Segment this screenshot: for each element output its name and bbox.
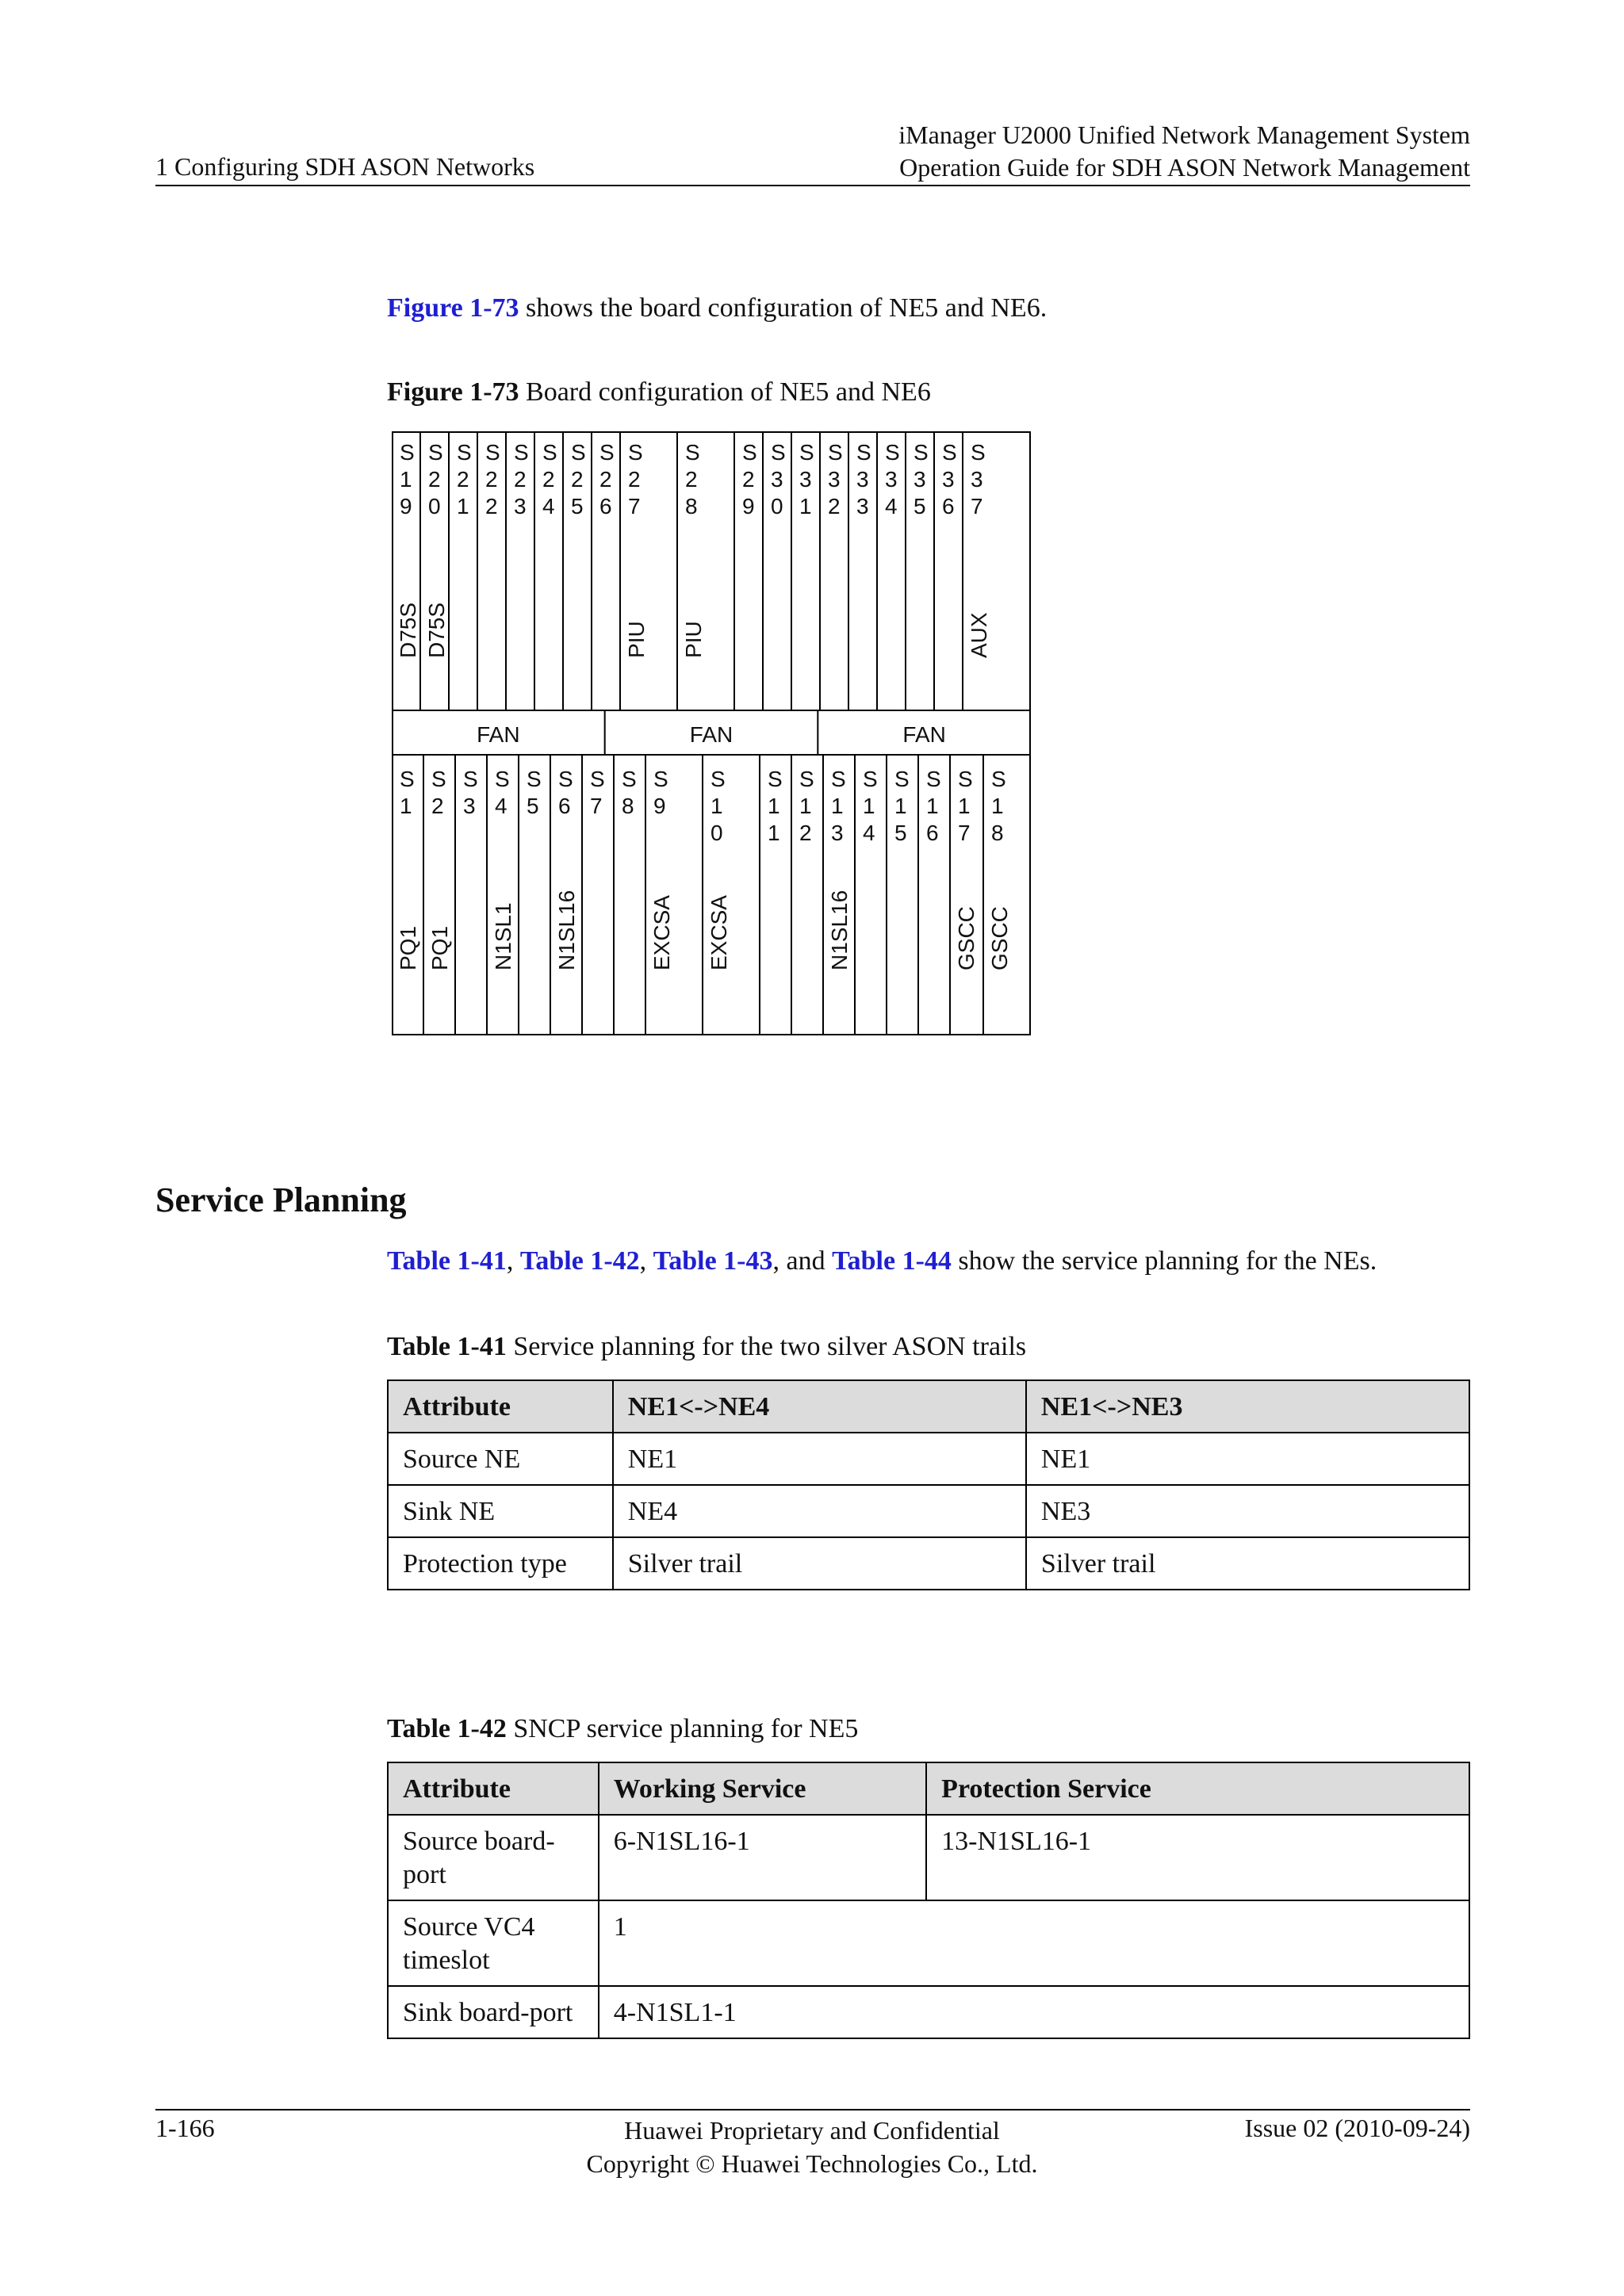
- table-41: [387, 1380, 1470, 1590]
- slot-number-char: 3: [799, 467, 812, 492]
- slot-number-char: 6: [926, 821, 939, 845]
- header-rule: [155, 185, 1470, 186]
- header-chapter: 1 Configuring SDH ASON Networks: [155, 152, 535, 181]
- slot-number-char: 3: [856, 467, 869, 492]
- slot-number-char: S: [863, 767, 878, 791]
- slot-number-char: 4: [863, 821, 875, 845]
- figure-caption-text: Board configuration of NE5 and NE6: [519, 377, 931, 407]
- table-cell: 4-N1SL1-1: [599, 1986, 1469, 2038]
- fan-label: FAN: [689, 722, 733, 747]
- board-name-label: AUX: [967, 612, 991, 658]
- slot-number-char: 6: [599, 494, 612, 519]
- sep-3: , and: [772, 1246, 833, 1276]
- slot-number-char: S: [527, 767, 542, 791]
- slot-number-char: S: [799, 767, 814, 791]
- slot-number-char: S: [991, 767, 1006, 791]
- slot-number-char: S: [885, 440, 900, 465]
- slot-number-char: S: [463, 767, 478, 791]
- slot-number-char: 1: [958, 794, 971, 818]
- table-cell: NE1: [1026, 1433, 1469, 1485]
- table-cell: NE1: [613, 1433, 1026, 1485]
- slot-number-char: S: [599, 440, 615, 465]
- board-name-label: EXCSA: [707, 895, 731, 970]
- board-name-label: EXCSA: [649, 895, 674, 970]
- figure-caption-label: Figure 1-73: [387, 377, 519, 407]
- table-41-link[interactable]: Table 1-41: [387, 1246, 507, 1276]
- slot-number-char: S: [558, 767, 573, 791]
- header-product: iManager U2000 Unified Network Management System: [898, 121, 1470, 149]
- slot-number-char: S: [958, 767, 973, 791]
- slot-number-char: 0: [771, 494, 783, 519]
- board-diagram: [392, 431, 1031, 1037]
- slot-number-char: 1: [799, 794, 812, 818]
- tables-intro-tail: show the service planning for the NEs.: [951, 1246, 1377, 1276]
- board-name-label: N1SL1: [491, 902, 515, 970]
- slot-number-char: 2: [514, 467, 527, 492]
- slot-number-char: 5: [914, 494, 926, 519]
- table-row: [388, 1485, 1469, 1537]
- table-header-cell: Attribute: [388, 1380, 613, 1433]
- table-row: [388, 1900, 1469, 1986]
- board-name-label: D75S: [424, 602, 449, 658]
- table-42-caption: [387, 1714, 858, 1744]
- slot-number-char: 1: [799, 494, 812, 519]
- slot-number-char: 0: [428, 494, 441, 519]
- slot-number-char: S: [495, 767, 510, 791]
- slot-number-char: 2: [542, 467, 555, 492]
- table-cell: 1: [599, 1900, 1469, 1986]
- board-name-label: N1SL16: [554, 890, 579, 970]
- slot-number-char: 4: [885, 494, 898, 519]
- header-guide: Operation Guide for SDH ASON Network Management: [899, 153, 1470, 182]
- slot-number-char: S: [799, 440, 814, 465]
- slot-number-char: S: [485, 440, 500, 465]
- slot-number-char: 1: [400, 467, 412, 492]
- board-name-label: PIU: [681, 621, 706, 658]
- slot-number-char: 8: [991, 821, 1004, 845]
- slot-number-char: 1: [926, 794, 939, 818]
- board-name-label: PIU: [624, 621, 649, 658]
- footer-confidential: Huawei Proprietary and Confidential: [624, 2116, 1000, 2145]
- slot-number-char: S: [971, 440, 986, 465]
- slot-number-char: S: [428, 440, 443, 465]
- slot-number-char: 2: [485, 467, 498, 492]
- table-cell: NE4: [613, 1485, 1026, 1537]
- section-title: Service Planning: [155, 1181, 407, 1219]
- fan-label: FAN: [902, 722, 946, 747]
- board-name-label: GSCC: [954, 906, 979, 970]
- slot-number-char: S: [571, 440, 586, 465]
- sep-2: ,: [639, 1246, 653, 1276]
- slot-number-char: 3: [914, 467, 926, 492]
- slot-number-char: 7: [971, 494, 983, 519]
- slot-number-char: 2: [799, 821, 812, 845]
- slot-number-char: 1: [991, 794, 1004, 818]
- slot-number-char: S: [742, 440, 757, 465]
- tables-intro: [387, 1246, 1377, 1276]
- table-41-caption-text: Service planning for the two silver ASON trails: [506, 1332, 1027, 1361]
- table-cell: Sink NE: [388, 1485, 613, 1537]
- slot-number-char: 2: [685, 467, 698, 492]
- slot-number-char: 1: [831, 794, 844, 818]
- table-row: [388, 1815, 1469, 1900]
- slot-number-char: 2: [628, 467, 641, 492]
- slot-number-char: 1: [400, 794, 412, 818]
- table-cell: Source NE: [388, 1433, 613, 1485]
- slot-number-char: S: [685, 440, 700, 465]
- slot-number-char: 6: [942, 494, 955, 519]
- slot-number-char: S: [431, 767, 446, 791]
- table-42-caption-text: SNCP service planning for NE5: [506, 1714, 859, 1743]
- slot-number-char: 7: [628, 494, 641, 519]
- slot-number-char: S: [400, 440, 415, 465]
- slot-number-char: 1: [894, 794, 907, 818]
- slot-number-char: S: [894, 767, 910, 791]
- board-name-label: D75S: [396, 602, 420, 658]
- slot-number-char: S: [856, 440, 871, 465]
- table-header-row: [388, 1380, 1469, 1433]
- table-cell: Source VC4 timeslot: [388, 1900, 599, 1986]
- slot-number-char: 2: [828, 494, 841, 519]
- slot-number-char: 4: [542, 494, 555, 519]
- slot-number-char: 2: [485, 494, 498, 519]
- table-cell: Sink board-port: [388, 1986, 599, 2038]
- slot-number-char: 3: [463, 794, 476, 818]
- slot-number-char: S: [457, 440, 472, 465]
- slot-number-char: 2: [457, 467, 469, 492]
- table-42: [387, 1762, 1470, 2039]
- slot-number-char: S: [514, 440, 529, 465]
- table-42-caption-label: Table 1-42: [387, 1714, 507, 1743]
- table-41-caption-label: Table 1-41: [387, 1332, 507, 1361]
- sep-1: ,: [506, 1246, 520, 1276]
- slot-number-char: S: [653, 767, 668, 791]
- slot-number-char: 2: [599, 467, 612, 492]
- page-number: 1-166: [155, 2114, 215, 2142]
- table-cell: NE3: [1026, 1485, 1469, 1537]
- slot-number-char: S: [942, 440, 957, 465]
- issue-date: Issue 02 (2010-09-24): [1244, 2114, 1470, 2142]
- table-header-row: [388, 1762, 1469, 1815]
- slot-number-char: 0: [710, 821, 723, 845]
- table-header-cell: NE1<->NE4: [613, 1380, 1026, 1433]
- slot-number-char: 2: [428, 467, 441, 492]
- table-41-caption: [387, 1332, 1026, 1362]
- slot-number-char: 8: [622, 794, 634, 818]
- slot-number-char: 1: [457, 494, 469, 519]
- table-row: [388, 1433, 1469, 1485]
- table-43-link[interactable]: Table 1-43: [653, 1246, 773, 1276]
- slot-number-char: 3: [856, 494, 869, 519]
- board-name-label: GSCC: [987, 906, 1012, 970]
- slot-number-char: 3: [831, 821, 844, 845]
- table-cell: Silver trail: [1026, 1537, 1469, 1590]
- slot-number-char: 1: [768, 821, 780, 845]
- slot-number-char: 1: [768, 794, 780, 818]
- table-44-link[interactable]: Table 1-44: [832, 1246, 952, 1276]
- board-name-label: PQ1: [396, 925, 420, 970]
- slot-number-char: 3: [942, 467, 955, 492]
- figure-link[interactable]: Figure 1-73: [387, 293, 519, 323]
- slot-number-char: 3: [828, 467, 841, 492]
- table-header-cell: Protection Service: [926, 1762, 1469, 1815]
- figure-intro: [387, 293, 1047, 323]
- slot-number-char: 1: [863, 794, 875, 818]
- slot-number-char: S: [542, 440, 557, 465]
- slot-number-char: S: [400, 767, 415, 791]
- table-header-cell: NE1<->NE3: [1026, 1380, 1469, 1433]
- slot-number-char: S: [831, 767, 846, 791]
- table-header-cell: Attribute: [388, 1762, 599, 1815]
- table-header-cell: Working Service: [599, 1762, 926, 1815]
- figure-intro-text: shows the board configuration of NE5 and NE6.: [519, 293, 1048, 323]
- slot-number-char: 2: [742, 467, 755, 492]
- slot-number-char: 9: [400, 494, 412, 519]
- header-title: [898, 119, 1470, 184]
- table-cell: Protection type: [388, 1537, 613, 1590]
- slot-number-char: 3: [514, 494, 527, 519]
- fan-label: FAN: [477, 722, 520, 747]
- slot-number-char: 6: [558, 794, 571, 818]
- slot-number-char: 3: [971, 467, 983, 492]
- slot-number-char: 3: [885, 467, 898, 492]
- table-42-link[interactable]: Table 1-42: [519, 1246, 640, 1276]
- slot-number-char: 1: [710, 794, 723, 818]
- footer-copyright: Copyright © Huawei Technologies Co., Ltd.: [586, 2149, 1038, 2178]
- slot-number-char: S: [771, 440, 786, 465]
- footer-rule: [155, 2109, 1470, 2110]
- table-cell: Silver trail: [613, 1537, 1026, 1590]
- slot-number-char: S: [768, 767, 783, 791]
- slot-number-char: 2: [571, 467, 584, 492]
- slot-number-char: S: [590, 767, 605, 791]
- board-name-label: N1SL16: [827, 890, 852, 970]
- slot-number-char: 5: [527, 794, 539, 818]
- table-row: [388, 1537, 1469, 1590]
- slot-number-char: 4: [495, 794, 508, 818]
- slot-number-char: 5: [571, 494, 584, 519]
- slot-number-char: S: [926, 767, 941, 791]
- board-svg: [392, 431, 1031, 1037]
- slot-number-char: 8: [685, 494, 698, 519]
- slot-number-char: S: [622, 767, 637, 791]
- slot-number-char: 3: [771, 467, 783, 492]
- slot-number-char: S: [628, 440, 643, 465]
- slot-number-char: 9: [742, 494, 755, 519]
- slot-number-char: 9: [653, 794, 666, 818]
- table-row: [388, 1986, 1469, 2038]
- slot-number-char: S: [828, 440, 843, 465]
- slot-number-char: 7: [590, 794, 603, 818]
- slot-number-char: S: [914, 440, 929, 465]
- table-cell: 6-N1SL16-1: [599, 1815, 926, 1900]
- slot-number-char: 5: [894, 821, 907, 845]
- table-cell: Source board-port: [388, 1815, 599, 1900]
- table-cell: 13-N1SL16-1: [926, 1815, 1469, 1900]
- slot-number-char: S: [710, 767, 726, 791]
- board-name-label: PQ1: [427, 925, 452, 970]
- slot-number-char: 2: [431, 794, 444, 818]
- figure-caption: [387, 377, 931, 408]
- slot-number-char: 7: [958, 821, 971, 845]
